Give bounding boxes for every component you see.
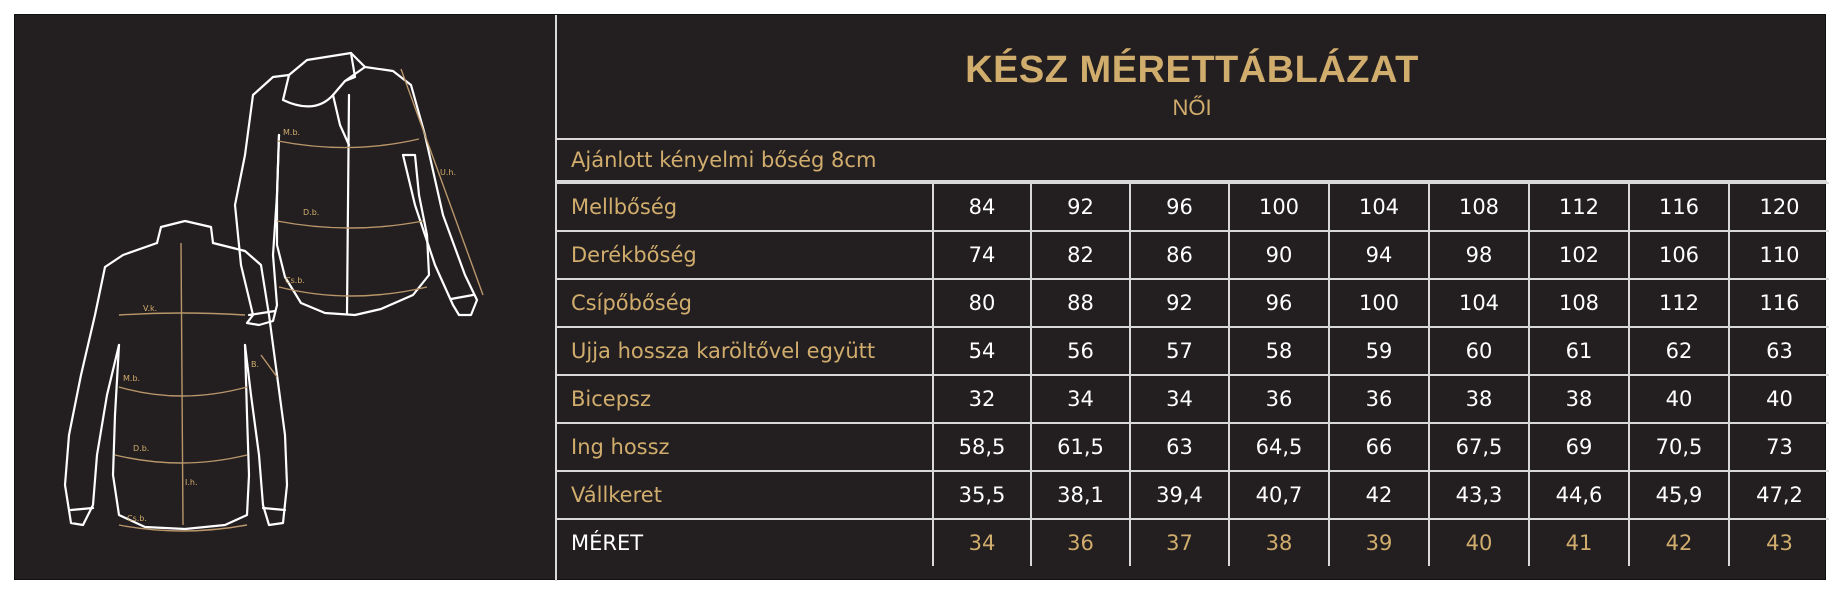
table-cell: 43,3	[1429, 471, 1529, 519]
row-label: MÉRET	[557, 519, 933, 566]
row-label: Ujja hossza karöltővel együtt	[557, 327, 933, 375]
chart-title: KÉSZ MÉRETTÁBLÁZAT	[965, 49, 1419, 91]
table-row	[557, 183, 1829, 231]
table-cell: 40,7	[1229, 471, 1329, 519]
table-cell: 58,5	[933, 423, 1031, 471]
table-cell: 32	[933, 375, 1031, 423]
table-row	[557, 279, 1829, 327]
table-cell: 36	[1229, 375, 1329, 423]
table-cell: 61	[1529, 327, 1629, 375]
table-cell: 104	[1329, 183, 1429, 231]
table-cell: 34	[933, 519, 1031, 566]
row-label: Vállkeret	[557, 471, 933, 519]
table-row	[557, 423, 1829, 471]
table-cell: 58	[1229, 327, 1329, 375]
table-cell: 54	[933, 327, 1031, 375]
table-cell: 59	[1329, 327, 1429, 375]
table-cell: 36	[1031, 519, 1130, 566]
row-label: Bicepsz	[557, 375, 933, 423]
shirt-illustration-panel	[15, 15, 555, 581]
title-block	[557, 15, 1827, 140]
table-cell: 96	[1130, 183, 1229, 231]
back-yoke-label: V.k.	[143, 304, 158, 313]
table-cell: 35,5	[933, 471, 1031, 519]
table-cell: 38	[1229, 519, 1329, 566]
table-cell: 108	[1429, 183, 1529, 231]
back-shirt-drawing	[65, 221, 287, 531]
table-row	[557, 375, 1829, 423]
table-cell: 45,9	[1629, 471, 1729, 519]
table-cell: 74	[933, 231, 1031, 279]
table-cell: 73	[1729, 423, 1829, 471]
comfort-note-row	[557, 140, 1827, 182]
table-cell: 66	[1329, 423, 1429, 471]
back-hip-label: Cs.b.	[127, 514, 147, 523]
table-cell: 120	[1729, 183, 1829, 231]
table-cell: 88	[1031, 279, 1130, 327]
front-sleeve-label: U.h.	[440, 168, 457, 177]
front-chest-label: M.b.	[283, 128, 301, 137]
size-chart-sheet	[14, 14, 1826, 580]
table-cell: 40	[1729, 375, 1829, 423]
table-cell: 38	[1429, 375, 1529, 423]
table-cell: 94	[1329, 231, 1429, 279]
table-row	[557, 231, 1829, 279]
table-cell: 112	[1529, 183, 1629, 231]
table-row	[557, 327, 1829, 375]
back-bicep-label: B.	[251, 360, 260, 369]
table-cell: 47,2	[1729, 471, 1829, 519]
row-label: Mellbőség	[557, 183, 933, 231]
table-cell: 86	[1130, 231, 1229, 279]
table-cell: 36	[1329, 375, 1429, 423]
table-cell: 64,5	[1229, 423, 1329, 471]
table-cell: 110	[1729, 231, 1829, 279]
table-cell: 70,5	[1629, 423, 1729, 471]
table-cell: 84	[933, 183, 1031, 231]
row-label: Ing hossz	[557, 423, 933, 471]
table-cell: 62	[1629, 327, 1729, 375]
table-cell: 108	[1529, 279, 1629, 327]
row-label: Derékbőség	[557, 231, 933, 279]
table-cell: 41	[1529, 519, 1629, 566]
table-cell: 34	[1031, 375, 1130, 423]
table-cell: 56	[1031, 327, 1130, 375]
table-cell: 100	[1329, 279, 1429, 327]
table-cell: 42	[1629, 519, 1729, 566]
back-length-label: I.h.	[185, 478, 198, 487]
shirt-measurement-illustration	[15, 15, 555, 581]
table-cell: 112	[1629, 279, 1729, 327]
table-cell: 37	[1130, 519, 1229, 566]
table-cell: 57	[1130, 327, 1229, 375]
table-cell: 90	[1229, 231, 1329, 279]
table-cell: 106	[1629, 231, 1729, 279]
size-table-body	[557, 183, 1829, 566]
table-cell: 38	[1529, 375, 1629, 423]
table-cell: 67,5	[1429, 423, 1529, 471]
table-cell: 102	[1529, 231, 1629, 279]
table-cell: 116	[1729, 279, 1829, 327]
table-cell: 61,5	[1031, 423, 1130, 471]
table-cell: 63	[1729, 327, 1829, 375]
table-cell: 92	[1130, 279, 1229, 327]
table-cell: 80	[933, 279, 1031, 327]
table-cell: 39,4	[1130, 471, 1229, 519]
table-row	[557, 519, 1829, 566]
comfort-note: Ajánlott kényelmi bőség 8cm	[571, 148, 877, 172]
table-cell: 34	[1130, 375, 1229, 423]
table-cell: 43	[1729, 519, 1829, 566]
table-cell: 116	[1629, 183, 1729, 231]
back-waist-label: D.b.	[133, 444, 150, 453]
chart-subtitle: NŐI	[1172, 95, 1212, 120]
table-cell: 38,1	[1031, 471, 1130, 519]
table-cell: 39	[1329, 519, 1429, 566]
table-cell: 60	[1429, 327, 1529, 375]
table-row	[557, 471, 1829, 519]
table-cell: 44,6	[1529, 471, 1629, 519]
table-cell: 42	[1329, 471, 1429, 519]
size-table	[557, 182, 1829, 566]
table-cell: 100	[1229, 183, 1329, 231]
table-cell: 98	[1429, 231, 1529, 279]
back-chest-label: M.b.	[123, 374, 141, 383]
table-cell: 104	[1429, 279, 1529, 327]
table-cell: 63	[1130, 423, 1229, 471]
front-hip-label: Cs.b.	[285, 276, 305, 285]
row-label: Csípőbőség	[557, 279, 933, 327]
table-cell: 82	[1031, 231, 1130, 279]
front-waist-label: D.b.	[303, 208, 320, 217]
size-table-panel	[555, 15, 1827, 581]
table-cell: 69	[1529, 423, 1629, 471]
table-cell: 96	[1229, 279, 1329, 327]
table-cell: 40	[1629, 375, 1729, 423]
front-shirt-drawing	[235, 53, 483, 325]
table-cell: 92	[1031, 183, 1130, 231]
table-cell: 40	[1429, 519, 1529, 566]
